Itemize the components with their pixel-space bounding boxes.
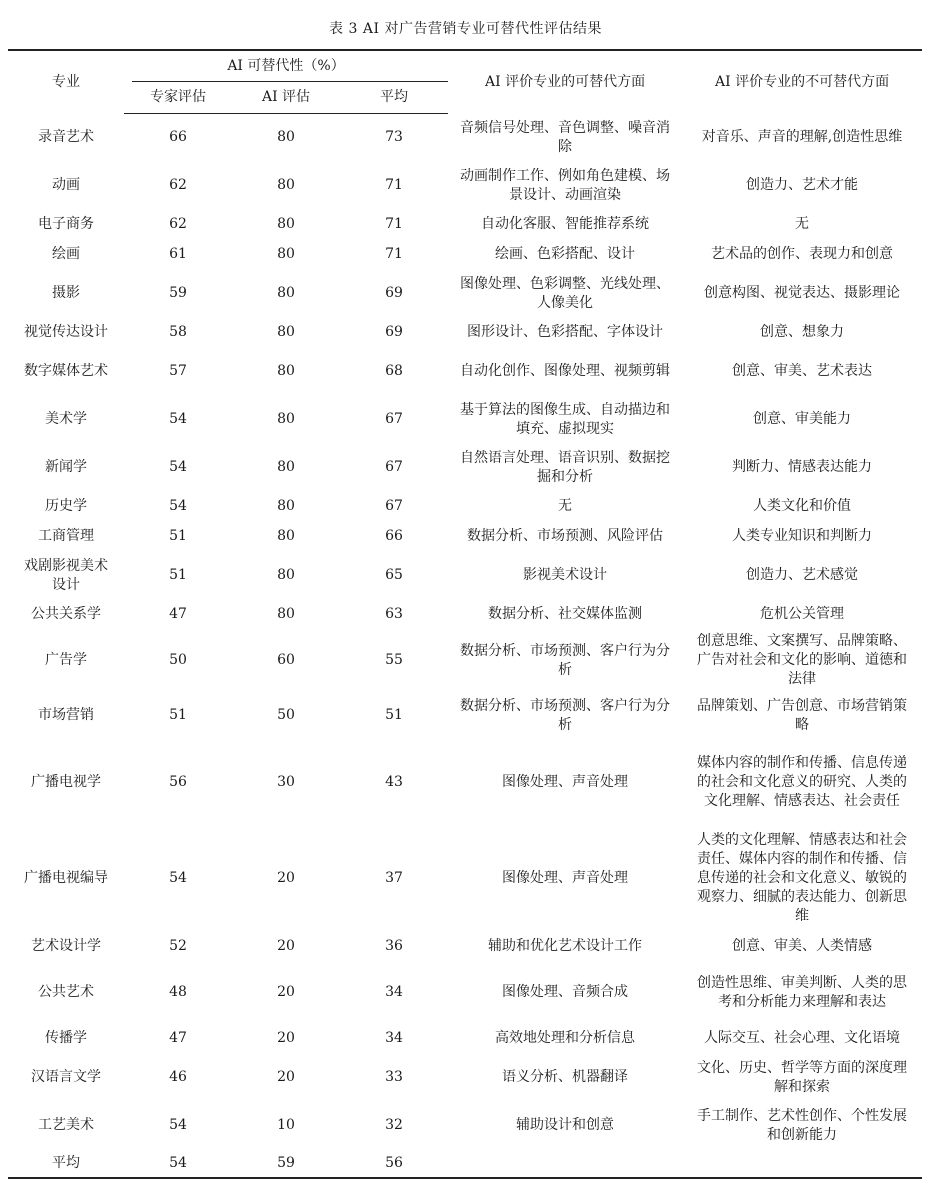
expert-score-cell: 54 [169, 498, 187, 514]
header-replaceability: AI 可替代性（%） [124, 50, 448, 82]
table-row [8, 1024, 922, 1054]
average-score-cell: 67 [385, 459, 403, 475]
table-row [8, 740, 922, 826]
table-row [8, 318, 922, 348]
table-row [8, 1054, 922, 1102]
replaceable-aspects-cell: 影视美术设计 [523, 567, 608, 583]
table-row [8, 270, 922, 318]
ai-score-cell: 50 [277, 707, 295, 723]
expert-score-cell: 61 [169, 246, 187, 262]
replaceable-aspects-cell: 辅助和优化艺术设计工作 [488, 938, 643, 954]
ai-score-cell: 80 [277, 285, 295, 301]
ai-score-cell: 80 [277, 216, 295, 232]
major-cell: 视觉传达设计 [24, 324, 108, 340]
replaceable-aspects-cell: 数据分析、市场预测、客户行为分析 [460, 642, 671, 678]
major-cell: 历史学 [45, 498, 87, 514]
table-row [8, 114, 922, 162]
header-ai: AI 评估 [232, 82, 340, 114]
irreplaceable-aspects-cell: 人际交互、社会心理、文化语境 [704, 1030, 901, 1046]
irreplaceable-aspects-cell: 无 [795, 216, 810, 232]
replaceable-aspects-cell: 语义分析、机器翻译 [502, 1069, 629, 1085]
replaceable-aspects-cell: 自然语言处理、语音识别、数据挖掘和分析 [460, 449, 671, 485]
major-cell: 录音艺术 [38, 129, 94, 145]
irreplaceable-aspects-cell: 危机公关管理 [760, 606, 845, 622]
table-row [8, 962, 922, 1024]
header-irreplaceable-aspects: AI 评价专业的不可替代方面 [682, 50, 922, 114]
irreplaceable-aspects-cell: 媒体内容的制作和传播、信息传递的社会和文化意义的研究、人类的文化理解、情感表达、社会责任 [697, 755, 908, 809]
replaceable-aspects-cell: 图像处理、色彩调整、光线处理、人像美化 [460, 275, 671, 311]
expert-score-cell: 59 [169, 285, 187, 301]
expert-score-cell: 54 [124, 1150, 232, 1178]
replaceable-aspects-cell: 基于算法的图像生成、自动描边和填充、虚拟现实 [460, 401, 671, 437]
major-cell: 广告学 [45, 652, 87, 668]
ai-score-cell: 60 [277, 652, 295, 668]
irreplaceable-aspects-cell: 创意、想象力 [760, 324, 845, 340]
irreplaceable-aspects-cell: 创意、审美能力 [753, 411, 852, 427]
average-score-cell: 71 [385, 216, 403, 232]
ai-score-cell: 80 [277, 606, 295, 622]
major-cell: 工艺美术 [38, 1117, 94, 1133]
ai-score-cell: 20 [277, 1030, 295, 1046]
major-cell: 美术学 [45, 411, 87, 427]
expert-score-cell: 50 [169, 652, 187, 668]
table-body [8, 114, 922, 1178]
average-score-cell: 67 [385, 411, 403, 427]
irreplaceable-aspects-cell: 创造性思维、审美判断、人类的思考和分析能力来理解和表达 [697, 974, 908, 1010]
average-score-cell: 66 [385, 528, 403, 544]
results-table [8, 49, 922, 1179]
table-caption: 表 3 AI 对广告营销专业可替代性评估结果 [329, 21, 602, 37]
table-row [8, 600, 922, 630]
major-cell: 公共艺术 [38, 984, 94, 1000]
table-row [8, 492, 922, 522]
major-cell: 市场营销 [38, 707, 94, 723]
irreplaceable-aspects-cell: 创造力、艺术感觉 [746, 567, 859, 583]
ai-score-cell: 20 [277, 1069, 295, 1085]
table-row [8, 444, 922, 492]
table-row [8, 932, 922, 962]
major-cell: 新闻学 [45, 459, 87, 475]
irreplaceable-aspects-cell: 人类文化和价值 [753, 498, 852, 514]
table-row [8, 348, 922, 396]
irreplaceable-aspects-cell: 人类的文化理解、情感表达和社会责任、媒体内容的制作和传播、信息传递的社会和文化意义、敏锐的观察力、细腻的表达能力、创新思维 [697, 832, 908, 924]
expert-score-cell: 51 [169, 567, 187, 583]
table-row [8, 522, 922, 552]
average-score-cell: 34 [385, 1030, 403, 1046]
ai-score-cell: 20 [277, 870, 295, 886]
table-row [8, 692, 922, 740]
replaceable-aspects-cell: 音频信号处理、音色调整、噪音消除 [460, 119, 671, 155]
major-cell: 公共关系学 [31, 606, 101, 622]
expert-score-cell: 57 [169, 363, 187, 379]
average-score-cell: 69 [385, 324, 403, 340]
replaceable-aspects-cell: 图像处理、声音处理 [502, 774, 629, 790]
irreplaceable-aspects-cell [682, 1150, 922, 1178]
major-cell: 艺术设计学 [31, 938, 101, 954]
table-row [8, 1150, 922, 1178]
major-cell: 戏剧影视美术设计 [24, 557, 108, 593]
average-score-cell: 69 [385, 285, 403, 301]
major-cell: 传播学 [45, 1030, 87, 1046]
expert-score-cell: 56 [169, 774, 187, 790]
major-cell: 平均 [8, 1150, 124, 1178]
replaceable-aspects-cell: 自动化创作、图像处理、视频剪辑 [460, 363, 671, 379]
average-score-cell: 71 [385, 177, 403, 193]
ai-score-cell: 20 [277, 938, 295, 954]
replaceable-aspects-cell: 动画制作工作、例如角色建模、场景设计、动画渲染 [460, 167, 671, 203]
average-score-cell: 51 [385, 707, 403, 723]
average-score-cell: 73 [385, 129, 403, 146]
average-score-cell: 43 [385, 774, 403, 790]
replaceable-aspects-cell: 数据分析、社交媒体监测 [488, 606, 643, 622]
replaceable-aspects-cell: 图形设计、色彩搭配、字体设计 [467, 324, 664, 340]
irreplaceable-aspects-cell: 艺术品的创作、表现力和创意 [711, 246, 894, 262]
expert-score-cell: 48 [169, 984, 187, 1000]
ai-score-cell: 80 [277, 498, 295, 514]
average-score-cell: 56 [340, 1150, 448, 1178]
ai-score-cell: 80 [277, 177, 295, 193]
average-score-cell: 34 [385, 984, 403, 1000]
table-row [8, 162, 922, 210]
major-cell: 广播电视编导 [24, 870, 108, 886]
header-average: 平均 [340, 82, 448, 114]
average-score-cell: 68 [385, 363, 403, 379]
table-row [8, 630, 922, 692]
replaceable-aspects-cell: 自动化客服、智能推荐系统 [481, 216, 650, 232]
major-cell: 摄影 [52, 285, 80, 301]
irreplaceable-aspects-cell: 判断力、情感表达能力 [732, 459, 873, 475]
expert-score-cell: 66 [169, 129, 187, 146]
replaceable-aspects-cell: 高效地处理和分析信息 [495, 1030, 636, 1046]
average-score-cell: 65 [385, 567, 403, 583]
average-score-cell: 63 [385, 606, 403, 622]
irreplaceable-aspects-cell: 人类专业知识和判断力 [732, 528, 873, 544]
expert-score-cell: 54 [169, 411, 187, 427]
major-cell: 电子商务 [38, 216, 94, 232]
irreplaceable-aspects-cell: 创意构图、视觉表达、摄影理论 [704, 285, 901, 301]
expert-score-cell: 51 [169, 528, 187, 544]
average-score-cell: 36 [385, 938, 403, 954]
replaceable-aspects-cell [448, 1150, 682, 1178]
expert-score-cell: 46 [169, 1069, 187, 1085]
major-cell: 工商管理 [38, 528, 94, 544]
ai-score-cell: 20 [277, 984, 295, 1000]
header-expert: 专家评估 [124, 82, 232, 114]
expert-score-cell: 52 [169, 938, 187, 954]
header-replaceable-aspects: AI 评价专业的可替代方面 [448, 50, 682, 114]
table-row [8, 240, 922, 270]
expert-score-cell: 54 [169, 1117, 187, 1133]
expert-score-cell: 47 [169, 1030, 187, 1046]
average-score-cell: 33 [385, 1069, 403, 1085]
ai-score-cell: 80 [277, 324, 295, 340]
average-score-cell: 32 [385, 1117, 403, 1133]
irreplaceable-aspects-cell: 手工制作、艺术性创作、个性发展和创新能力 [697, 1107, 908, 1143]
header-major: 专业 [8, 50, 124, 114]
table-row [8, 826, 922, 932]
major-cell: 汉语言文学 [31, 1069, 101, 1085]
replaceable-aspects-cell: 数据分析、市场预测、风险评估 [467, 528, 664, 544]
ai-score-cell: 80 [277, 129, 295, 146]
table-row [8, 396, 922, 444]
major-cell: 数字媒体艺术 [24, 363, 108, 379]
expert-score-cell: 54 [169, 459, 187, 475]
ai-score-cell: 59 [232, 1150, 340, 1178]
ai-score-cell: 80 [277, 363, 295, 379]
average-score-cell: 71 [385, 246, 403, 262]
expert-score-cell: 47 [169, 606, 187, 622]
ai-score-cell: 80 [277, 459, 295, 475]
replaceable-aspects-cell: 无 [558, 498, 573, 514]
irreplaceable-aspects-cell: 文化、历史、哲学等方面的深度理解和探索 [697, 1059, 908, 1095]
ai-score-cell: 10 [277, 1117, 295, 1133]
table-row [8, 1102, 922, 1150]
irreplaceable-aspects-cell: 品牌策划、广告创意、市场营销策略 [697, 697, 908, 733]
major-cell: 绘画 [52, 246, 80, 262]
average-score-cell: 55 [385, 652, 403, 668]
expert-score-cell: 62 [169, 216, 187, 232]
irreplaceable-aspects-cell: 创意、审美、人类情感 [732, 938, 873, 954]
major-cell: 广播电视学 [31, 774, 101, 790]
table-row [8, 552, 922, 600]
replaceable-aspects-cell: 图像处理、声音处理 [502, 870, 629, 886]
ai-score-cell: 80 [277, 567, 295, 583]
replaceable-aspects-cell: 图像处理、音频合成 [502, 984, 629, 1000]
results-table-wrapper [8, 49, 922, 1179]
irreplaceable-aspects-cell: 创意思维、文案撰写、品牌策略、广告对社会和文化的影响、道德和法律 [697, 633, 908, 687]
table-row [8, 210, 922, 240]
expert-score-cell: 62 [169, 177, 187, 193]
replaceable-aspects-cell: 数据分析、市场预测、客户行为分析 [460, 697, 671, 733]
irreplaceable-aspects-cell: 创造力、艺术才能 [746, 177, 859, 193]
replaceable-aspects-cell: 辅助设计和创意 [516, 1117, 615, 1133]
expert-score-cell: 51 [169, 707, 187, 723]
average-score-cell: 67 [385, 498, 403, 514]
ai-score-cell: 30 [277, 774, 295, 790]
major-cell: 动画 [52, 177, 80, 193]
ai-score-cell: 80 [277, 528, 295, 544]
ai-score-cell: 80 [277, 246, 295, 262]
replaceable-aspects-cell: 绘画、色彩搭配、设计 [495, 246, 636, 262]
irreplaceable-aspects-cell: 对音乐、声音的理解,创造性思维 [701, 129, 903, 145]
irreplaceable-aspects-cell: 创意、审美、艺术表达 [732, 363, 873, 379]
expert-score-cell: 54 [169, 870, 187, 886]
expert-score-cell: 58 [169, 324, 187, 340]
ai-score-cell: 80 [277, 411, 295, 427]
average-score-cell: 37 [385, 870, 403, 886]
